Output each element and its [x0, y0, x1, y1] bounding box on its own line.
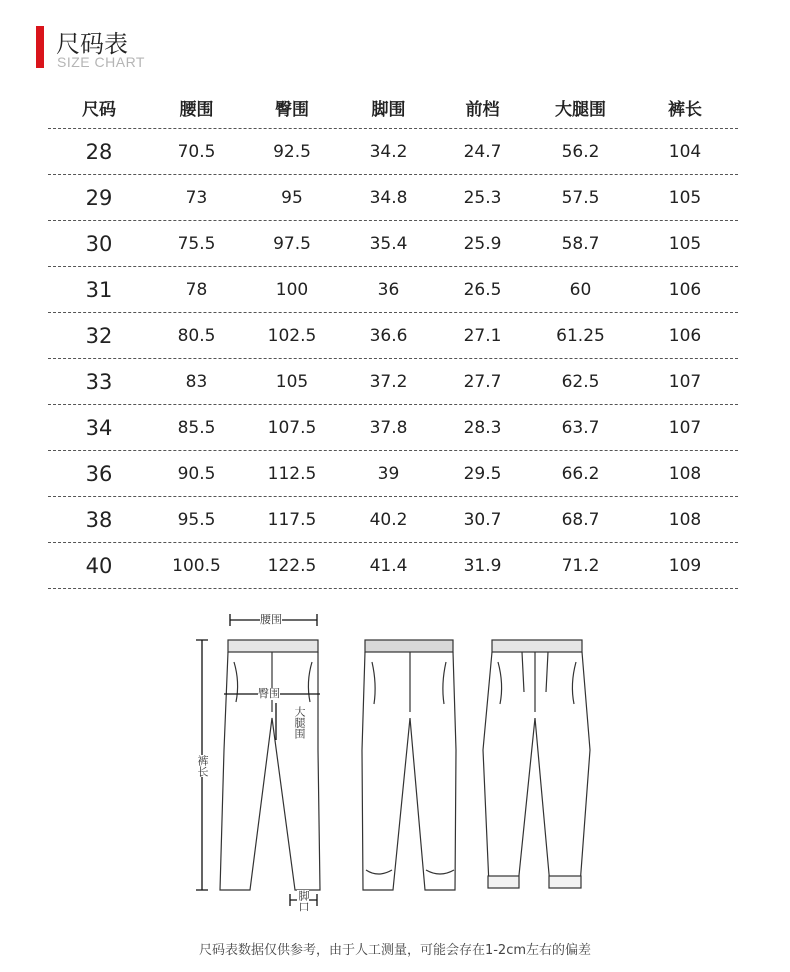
cell-length: 108 [668, 509, 702, 530]
cell-hem: 39 [377, 463, 400, 484]
cell-thigh: 60 [569, 279, 592, 300]
cell-hem: 37.2 [369, 371, 408, 392]
hem-label: 脚口 [297, 890, 310, 912]
cell-length: 107 [668, 417, 702, 438]
table-body [48, 129, 738, 589]
cell-size: 40 [85, 553, 113, 578]
cell-hip: 97.5 [273, 233, 311, 254]
pants-front-pleated [483, 640, 590, 888]
table-row [48, 405, 738, 451]
cell-size: 34 [85, 415, 113, 440]
cell-hip: 92.5 [273, 141, 311, 162]
page-subtitle: SIZE CHART [57, 54, 145, 70]
table-row [48, 359, 738, 405]
cell-hem: 41.4 [369, 555, 408, 576]
cell-size: 33 [85, 369, 113, 394]
cell-hip: 95 [281, 187, 303, 208]
size-table [48, 86, 738, 589]
cell-hip: 112.5 [267, 463, 317, 484]
cell-front-rise: 27.7 [463, 371, 502, 392]
column-header-front-rise: 前档 [465, 99, 500, 120]
waist-label: 腰围 [260, 613, 282, 626]
table-row [48, 175, 738, 221]
cell-front-rise: 25.3 [463, 187, 502, 208]
column-header-length: 裤长 [668, 99, 702, 120]
cell-size: 36 [85, 461, 113, 486]
cell-hip: 117.5 [267, 509, 317, 530]
cell-waist: 90.5 [177, 463, 216, 484]
cell-length: 109 [668, 555, 702, 576]
cell-front-rise: 24.7 [463, 141, 502, 162]
cell-front-rise: 26.5 [463, 279, 502, 300]
column-header-thigh: 大腿围 [555, 99, 606, 120]
cell-thigh: 63.7 [561, 417, 600, 438]
pants-front-plain [362, 640, 456, 890]
cell-hip: 102.5 [267, 325, 317, 346]
column-header-size: 尺码 [82, 99, 116, 120]
cell-hip: 100 [275, 279, 309, 300]
cell-hem: 35.4 [369, 233, 408, 254]
cell-waist: 75.5 [177, 233, 216, 254]
cell-hip: 122.5 [267, 555, 317, 576]
pants-diagram [180, 600, 610, 925]
table-row [48, 221, 738, 267]
cell-waist: 73 [185, 187, 208, 208]
cell-length: 108 [668, 463, 702, 484]
title-accent-bar [36, 26, 44, 68]
table-row [48, 129, 738, 175]
measurement-lines [196, 614, 320, 906]
pants-front-measured [220, 640, 320, 890]
cell-front-rise: 25.9 [463, 233, 502, 254]
cell-size: 32 [85, 323, 113, 348]
cell-hip: 107.5 [267, 417, 317, 438]
page-title: 尺码表 [56, 30, 128, 58]
cell-length: 106 [668, 279, 702, 300]
cell-thigh: 61.25 [556, 325, 605, 346]
cell-front-rise: 29.5 [463, 463, 502, 484]
cell-waist: 100.5 [172, 555, 221, 576]
cell-waist: 85.5 [177, 417, 216, 438]
table-row [48, 267, 738, 313]
cell-length: 105 [668, 187, 702, 208]
thigh-label: 大腿围 [293, 706, 306, 739]
cell-thigh: 68.7 [561, 509, 600, 530]
cell-hem: 34.8 [369, 187, 408, 208]
cell-length: 107 [668, 371, 702, 392]
cell-hem: 36.6 [369, 325, 408, 346]
cell-hem: 37.8 [369, 417, 408, 438]
cell-waist: 70.5 [177, 141, 216, 162]
cell-size: 28 [85, 139, 113, 164]
length-label: 裤长 [196, 755, 209, 777]
cell-length: 104 [668, 141, 702, 162]
cell-size: 30 [85, 231, 113, 256]
column-header-hip: 臀围 [275, 99, 309, 120]
column-header-waist: 腰围 [179, 99, 214, 120]
cell-front-rise: 31.9 [463, 555, 502, 576]
cell-waist: 78 [185, 279, 208, 300]
cell-thigh: 56.2 [561, 141, 600, 162]
table-row [48, 543, 738, 589]
column-header-hem: 脚围 [371, 99, 406, 120]
cell-length: 105 [668, 233, 702, 254]
cell-size: 31 [85, 277, 113, 302]
pants-illustration [180, 600, 610, 925]
cell-thigh: 57.5 [561, 187, 600, 208]
cell-thigh: 71.2 [561, 555, 600, 576]
cell-front-rise: 27.1 [463, 325, 502, 346]
cell-thigh: 66.2 [561, 463, 600, 484]
cell-hip: 105 [275, 371, 309, 392]
cell-hem: 40.2 [369, 509, 408, 530]
cell-hem: 36 [377, 279, 400, 300]
cell-length: 106 [668, 325, 702, 346]
table-row [48, 313, 738, 359]
table-row [48, 497, 738, 543]
cell-front-rise: 28.3 [463, 417, 502, 438]
cell-waist: 83 [185, 371, 208, 392]
table-row [48, 451, 738, 497]
cell-size: 38 [85, 507, 113, 532]
cell-thigh: 58.7 [561, 233, 600, 254]
cell-size: 29 [85, 185, 113, 210]
cell-thigh: 62.5 [561, 371, 600, 392]
table-header-row [48, 86, 738, 129]
cell-hem: 34.2 [369, 141, 408, 162]
cell-front-rise: 30.7 [463, 509, 502, 530]
cell-waist: 95.5 [177, 509, 216, 530]
hip-label: 臀围 [258, 687, 280, 700]
cell-waist: 80.5 [177, 325, 216, 346]
measurement-disclaimer: 尺码表数据仅供参考，由于人工测量，可能会存在1-2cm左右的偏差 [198, 943, 592, 958]
